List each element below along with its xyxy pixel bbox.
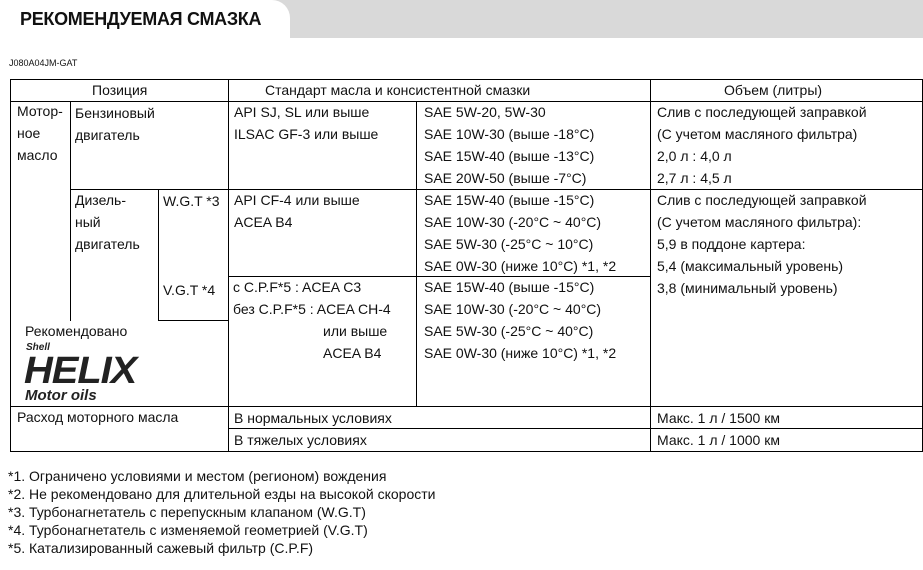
consumption-heavy-value: Макс. 1 л / 1000 км xyxy=(657,432,780,448)
consumption-normal-value: Макс. 1 л / 1500 км xyxy=(657,410,780,426)
wgt-label: W.G.T *3 xyxy=(163,193,220,209)
logo-bottom-text: Motor oils xyxy=(25,387,97,403)
footnote: *5. Катализированный сажевый фильтр (C.P.F) xyxy=(8,540,314,556)
consumption-label: Расход моторного масла xyxy=(17,409,179,425)
footnote: *2. Не рекомендовано для длительной езды на высокой скорости xyxy=(8,486,436,502)
shell-helix-logo xyxy=(24,339,174,403)
page-title: РЕКОМЕНДУЕМАЯ СМАЗКА xyxy=(20,9,262,29)
logo-top-text: Shell xyxy=(26,342,50,353)
footnote: *1. Ограничено условиями и местом (регионом) вождения xyxy=(8,468,387,484)
column-header-volume: Объем (литры) xyxy=(724,82,823,98)
footnote: *3. Турбонагнетатель с перепускным клапаном (W.G.T) xyxy=(8,504,366,520)
consumption-normal: В нормальных условиях xyxy=(234,410,392,426)
column-header-standard: Стандарт масла и консистентной смазки xyxy=(265,82,531,98)
column-header-position: Позиция xyxy=(92,82,148,98)
consumption-heavy: В тяжелых условиях xyxy=(234,432,367,448)
vgt-label: V.G.T *4 xyxy=(163,282,216,298)
recommended-label: Рекомендовано xyxy=(25,323,128,339)
document-code: J080A04JM-GAT xyxy=(9,58,78,68)
footnote: *4. Турбонагнетатель с изменяемой геометрией (V.G.T) xyxy=(8,522,368,538)
logo-main-text: HELIX xyxy=(24,349,137,392)
